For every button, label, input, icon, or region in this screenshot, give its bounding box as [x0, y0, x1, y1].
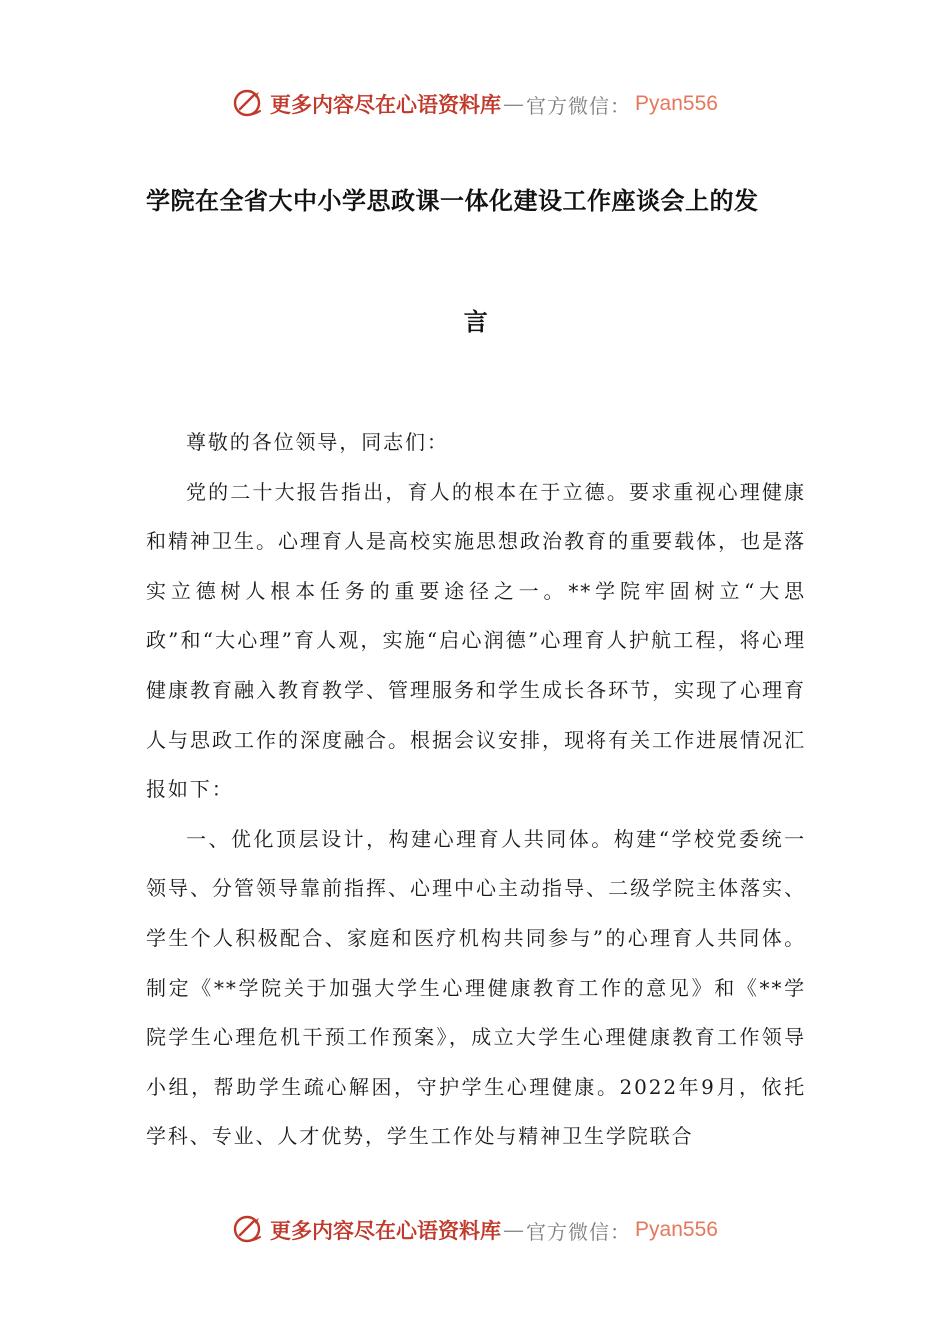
banner-brand-text: 更多内容尽在心语资料库: [270, 1218, 502, 1243]
body-paragraph: 党的二十大报告指出，育人的根本在于立德。要求重视心理健康和精神卫生。心理育人是高校实施思想政治教育的重要载体，也是落实立德树人根本任务的重要途径之一。**学院牢固树立“大思政”和“大心理”育人观，实施“启心润德”心理育人护航工程，将心理健康教育融入教育教学、管理服务和学生成长各环节，实现了心理育人与思政工作的深度融合。根据会议安排，现将有关工作进展情况汇报如下：: [146, 479, 806, 802]
banner-wechat-label: 官方微信：: [526, 93, 632, 118]
pen-logo-icon: [232, 1213, 266, 1247]
pen-logo-icon: [232, 87, 266, 121]
document-body: [146, 418, 806, 1162]
watermark-banner-top: [0, 84, 950, 124]
banner-dash: —: [503, 1218, 525, 1242]
banner-wechat-id: Pyan556: [635, 1218, 718, 1241]
banner-wechat-id: Pyan556: [635, 92, 718, 115]
body-paragraph: 一、优化顶层设计，构建心理育人共同体。构建“学校党委统一领导、分管领导靠前指挥、心理中心主动指导、二级学院主体落实、学生个人积极配合、家庭和医疗机构共同参与”的心理育人共同体。制定《**学院关于加强大学生心理健康教育工作的意见》和《**学院学生心理危机干预工作预案》，成立大学生心理健康教育工作领导小组，帮助学生疏心解困，守护学生心理健康。2022年9月，依托学科、专业、人才优势，学生工作处与精神卫生学院联合: [146, 826, 806, 1149]
banner-wechat-label: 官方微信：: [526, 1219, 632, 1244]
greeting: 尊敬的各位领导，同志们：: [186, 430, 449, 454]
document-title-line1: 学院在全省大中小学思政课一体化建设工作座谈会上的发: [146, 187, 759, 215]
watermark-banner-bottom: [0, 1210, 950, 1250]
banner-brand-text: 更多内容尽在心语资料库: [270, 92, 502, 117]
document-title-line2: 言: [463, 308, 489, 336]
banner-dash: —: [503, 92, 525, 116]
